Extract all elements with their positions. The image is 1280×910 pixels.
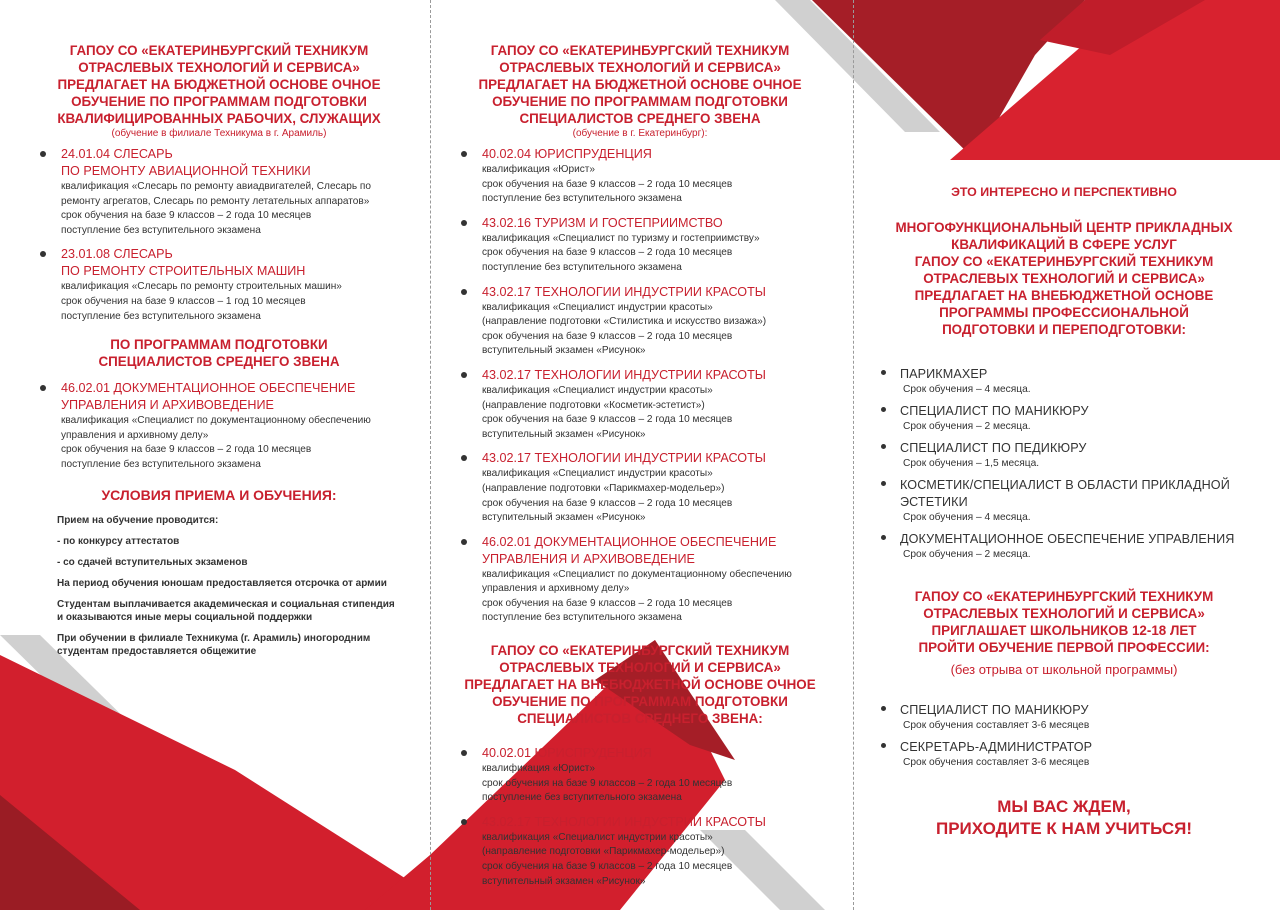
program-item: [459, 215, 821, 276]
course-title: ДОКУМЕНТАЦИОННОЕ ОБЕСПЕЧЕНИЕ УПРАВЛЕНИЯ: [900, 532, 1235, 546]
condition-line: и оказываются иные меры социальной поддержки: [57, 611, 313, 623]
program-title: 43.02.17 ТЕХНОЛОГИИ ИНДУСТРИИ КРАСОТЫ: [482, 367, 766, 382]
heading-line: ГАПОУ СО «ЕКАТЕРИНБУРГСКИЙ ТЕХНИКУМ: [490, 43, 790, 58]
heading-line: КВАЛИФИКАЦИЙ В СФЕРЕ УСЛУГ: [951, 237, 1177, 252]
fold-line-left: [430, 0, 431, 910]
bullet-icon: [881, 370, 886, 375]
program-title: 46.02.01 ДОКУМЕНТАЦИОННОЕ ОБЕСПЕЧЕНИЕ: [482, 534, 777, 549]
program-detail: поступление без вступительного экзамена: [482, 792, 682, 804]
program-title: 43.02.17 ТЕХНОЛОГИИ ИНДУСТРИИ КРАСОТЫ: [482, 284, 766, 299]
heading-line: ПРЕДЛАГАЕТ НА БЮДЖЕТНОЙ ОСНОВЕ ОЧНОЕ: [478, 77, 802, 92]
bullet-icon: [461, 455, 467, 461]
program-detail: ремонту агрегатов, Слесарь по ремонту летательных аппаратов»: [61, 195, 370, 207]
heading-line: ПО ПРОГРАММАМ ПОДГОТОВКИ: [110, 337, 328, 353]
heading-line: ОТРАСЛЕВЫХ ТЕХНОЛОГИЙ И СЕРВИСА»: [923, 271, 1205, 286]
program-detail: квалификация «Юрист»: [482, 164, 596, 175]
program-detail: вступительный экзамен «Рисунок»: [482, 512, 646, 524]
program-detail: квалификация «Специалист по туризму и гостеприимству»: [482, 232, 760, 244]
program-item: [459, 284, 821, 359]
program-detail: (направление подготовки «Парикмахер-модельер»): [482, 846, 725, 858]
heading-line: ПРОЙТИ ОБУЧЕНИЕ ПЕРВОЙ ПРОФЕССИИ:: [918, 640, 1210, 655]
program-title: ПО РЕМОНТУ СТРОИТЕЛЬНЫХ МАШИН: [61, 264, 306, 279]
program-detail: квалификация «Слесарь по ремонту авиадвигателей, Слесарь по: [61, 181, 371, 192]
heading-line: ПОДГОТОВКИ И ПЕРЕПОДГОТОВКИ:: [942, 322, 1186, 337]
school-programs-list: [878, 702, 1250, 770]
bullet-icon: [461, 151, 467, 157]
budget-workers-heading: [38, 42, 400, 127]
bullet-icon: [40, 151, 46, 157]
course-item: [878, 477, 1250, 525]
program-detail: поступление без вступительного экзамена: [61, 458, 261, 470]
program-detail: срок обучения на базе 9 классов – 2 года 10 месяцев: [61, 210, 312, 222]
condition-line: При обучении в филиале Техникума (г. Арамиль) иногородним: [57, 632, 371, 644]
course-title: ПАРИКМАХЕР: [900, 367, 988, 381]
program-detail: срок обучения на базе 9 классов – 2 года 10 месяцев: [482, 414, 733, 426]
worker-programs-list: [38, 146, 400, 324]
program-title: 43.02.16 ТУРИЗМ И ГОСТЕПРИИМСТВО: [482, 215, 723, 230]
condition-line: Студентам выплачивается академическая и социальная стипендия: [57, 598, 395, 610]
course-title: СПЕЦИАЛИСТ ПО МАНИКЮРУ: [900, 703, 1089, 717]
course-item: [878, 702, 1250, 733]
course-duration: Срок обучения – 2 месяца.: [903, 549, 1031, 560]
course-duration: Срок обучения составляет 3-6 месяцев: [903, 757, 1090, 768]
bullet-icon: [40, 385, 46, 391]
condition-line: Прием на обучение проводится:: [57, 514, 219, 526]
condition-line: - со сдачей вступительных экзаменов: [57, 556, 248, 568]
heading-line: СПЕЦИАЛИСТОВ СРЕДНЕГО ЗВЕНА: [98, 354, 340, 370]
program-detail: вступительный экзамен «Рисунок»: [482, 345, 646, 357]
condition-item: [57, 598, 400, 624]
condition-line: На период обучения юношам предоставляется отсрочка от армии: [57, 577, 387, 589]
course-item: [878, 440, 1250, 471]
mid-level-heading: [38, 336, 400, 370]
program-detail: квалификация «Специалист индустрии красоты»: [482, 384, 713, 396]
program-detail: квалификация «Слесарь по ремонту строительных машин»: [61, 281, 342, 293]
panel-middle: [459, 42, 821, 897]
conditions-list: [38, 514, 400, 658]
program-detail: срок обучения на базе 9 классов – 2 года 10 месяцев: [482, 861, 733, 873]
program-item: [459, 534, 821, 626]
heading-line: ПРЕДЛАГАЕТ НА ВНЕБЮДЖЕТНОЙ ОСНОВЕ ОЧНОЕ: [464, 677, 816, 693]
heading-line: ПРЕДЛАГАЕТ НА ВНЕБЮДЖЕТНОЙ ОСНОВЕ: [914, 288, 1214, 303]
program-detail: управления и архивному делу»: [61, 429, 209, 441]
condition-line: студентам предоставляется общежитие: [57, 645, 257, 657]
course-duration: Срок обучения – 1,5 месяца.: [903, 458, 1040, 469]
program-detail: квалификация «Специалист по документационному обеспечению: [61, 415, 371, 427]
course-title: СПЕЦИАЛИСТ ПО ПЕДИКЮРУ: [900, 441, 1087, 455]
program-detail: квалификация «Юрист»: [482, 763, 596, 775]
heading-line: ГАПОУ СО «ЕКАТЕРИНБУРГСКИЙ ТЕХНИКУМ: [914, 254, 1214, 269]
bullet-icon: [881, 743, 886, 748]
bullet-icon: [881, 407, 886, 412]
program-detail: срок обучения на базе 9 классов – 1 год 10 месяцев: [61, 295, 306, 307]
heading-line: СПЕЦИАЛИСТОВ СРЕДНЕГО ЗВЕНА:: [517, 711, 763, 727]
condition-line: - по конкурсу аттестатов: [57, 535, 180, 547]
aramil-note: (обучение в филиале Техникума в г. Арамиль): [111, 128, 327, 139]
program-item: [459, 450, 821, 525]
program-detail: (направление подготовки «Стилистика и искусство визажа»): [482, 316, 767, 328]
course-item: [878, 403, 1250, 434]
condition-item: [57, 514, 400, 527]
program-detail: вступительный экзамен «Рисунок»: [482, 875, 646, 887]
program-detail: поступление без вступительного экзамена: [61, 310, 261, 322]
program-item: [38, 380, 400, 472]
course-item: [878, 739, 1250, 770]
heading-line: ОБУЧЕНИЕ ПО ПРОГРАММАМ ПОДГОТОВКИ: [492, 94, 788, 109]
program-detail: квалификация «Специалист индустрии красоты»: [482, 468, 713, 480]
program-detail: срок обучения на базе 9 классов – 2 года 10 месяцев: [482, 777, 733, 789]
program-detail: поступление без вступительного экзамена: [482, 612, 682, 624]
program-detail: квалификация «Специалист индустрии красоты»: [482, 831, 713, 843]
panel-right: [878, 184, 1250, 840]
program-detail: (направление подготовки «Косметик-эстетист»): [482, 399, 705, 411]
program-title: 40.02.01 ЮРИСПРУДЕНЦИЯ: [482, 746, 652, 761]
program-title: УПРАВЛЕНИЯ И АРХИВОВЕДЕНИЕ: [61, 398, 274, 413]
budget-specialists-heading: [459, 42, 821, 127]
bullet-icon: [881, 481, 886, 486]
course-duration: Срок обучения – 2 месяца.: [903, 421, 1031, 432]
heading-line: МНОГОФУНКЦИОНАЛЬНЫЙ ЦЕНТР ПРИКЛАДНЫХ: [895, 220, 1233, 235]
intro-heading: ЭТО ИНТЕРЕСНО И ПЕРСПЕКТИВНО: [951, 185, 1177, 199]
course-title: СПЕЦИАЛИСТ ПО МАНИКЮРУ: [900, 404, 1089, 418]
program-item: [459, 745, 821, 806]
program-detail: срок обучения на базе 9 классов – 2 года 10 месяцев: [482, 597, 733, 609]
program-title: 46.02.01 ДОКУМЕНТАЦИОННОЕ ОБЕСПЕЧЕНИЕ: [61, 381, 356, 396]
program-detail: срок обучения на базе 9 классов – 2 года 10 месяцев: [482, 497, 733, 509]
program-detail: поступление без вступительного экзамена: [61, 224, 261, 236]
bullet-icon: [461, 819, 467, 825]
heading-line: КВАЛИФИЦИРОВАННЫХ РАБОЧИХ, СЛУЖАЩИХ: [57, 111, 381, 126]
program-detail: срок обучения на базе 9 классов – 2 года 10 месяцев: [482, 178, 733, 190]
program-title: 40.02.04 ЮРИСПРУДЕНЦИЯ: [482, 147, 652, 161]
program-item: [459, 367, 821, 442]
course-item: [878, 366, 1250, 397]
program-detail: (направление подготовки «Парикмахер-модельер»): [482, 482, 725, 494]
condition-item: [57, 556, 400, 569]
panel-left: [38, 42, 400, 666]
course-title: СЕКРЕТАРЬ-АДМИНИСТРАТОР: [900, 740, 1093, 754]
condition-item: [57, 632, 400, 658]
fold-line-right: [853, 0, 854, 910]
closing-line: ПРИХОДИТЕ К НАМ УЧИТЬСЯ!: [935, 819, 1193, 838]
heading-line: ГАПОУ СО «ЕКАТЕРИНБУРГСКИЙ ТЕХНИКУМ: [69, 43, 369, 58]
bullet-icon: [461, 372, 467, 378]
program-title: 23.01.08 СЛЕСАРЬ: [61, 247, 173, 262]
heading-line: СПЕЦИАЛИСТОВ СРЕДНЕГО ЗВЕНА: [519, 111, 761, 126]
bullet-icon: [461, 539, 467, 545]
course-item: [878, 531, 1250, 562]
paid-programs-list: [459, 745, 821, 889]
paid-specialists-heading: [459, 642, 821, 727]
course-duration: Срок обучения – 4 месяца.: [903, 384, 1031, 395]
heading-line: ПРИГЛАШАЕТ ШКОЛЬНИКОВ 12-18 ЛЕТ: [931, 623, 1197, 638]
program-detail: вступительный экзамен «Рисунок»: [482, 428, 646, 440]
condition-item: [57, 577, 400, 590]
closing-invitation: [878, 796, 1250, 840]
program-detail: поступление без вступительного экзамена: [482, 193, 682, 205]
heading-line: ПРОГРАММЫ ПРОФЕССИОНАЛЬНОЙ: [939, 305, 1189, 320]
program-title: ПО РЕМОНТУ АВИАЦИОННОЙ ТЕХНИКИ: [61, 164, 311, 178]
course-title: КОСМЕТИК/СПЕЦИАЛИСТ В ОБЛАСТИ ПРИКЛАДНОЙ: [900, 478, 1230, 492]
bullet-icon: [881, 535, 886, 540]
heading-line: ОТРАСЛЕВЫХ ТЕХНОЛОГИЙ И СЕРВИСА»: [499, 660, 781, 676]
program-title: 43.02.17 ТЕХНОЛОГИИ ИНДУСТРИИ КРАСОТЫ: [482, 451, 766, 466]
bullet-icon: [40, 251, 46, 257]
center-heading: [878, 219, 1250, 338]
bullet-icon: [881, 706, 886, 711]
program-title: 43.02.17 ТЕХНОЛОГИИ ИНДУСТРИИ КРАСОТЫ: [482, 814, 766, 829]
bullet-icon: [461, 220, 467, 226]
program-title: УПРАВЛЕНИЯ И АРХИВОВЕДЕНИЕ: [482, 551, 695, 566]
program-item: [38, 246, 400, 324]
condition-item: [57, 535, 400, 548]
bullet-icon: [881, 444, 886, 449]
heading-line: ПРЕДЛАГАЕТ НА БЮДЖЕТНОЙ ОСНОВЕ ОЧНОЕ: [57, 77, 381, 92]
heading-line: ГАПОУ СО «ЕКАТЕРИНБУРГСКИЙ ТЕХНИКУМ: [490, 643, 790, 659]
heading-line: ОБУЧЕНИЕ ПО ПРОГРАММАМ ПОДГОТОВКИ: [71, 94, 367, 109]
program-detail: управления и архивному делу»: [482, 583, 630, 595]
program-detail: срок обучения на базе 9 классов – 2 года 10 месяцев: [482, 247, 733, 259]
heading-line: ГАПОУ СО «ЕКАТЕРИНБУРГСКИЙ ТЕХНИКУМ: [914, 589, 1214, 604]
program-detail: квалификация «Специалист индустрии красоты»: [482, 301, 713, 313]
program-detail: квалификация «Специалист по документационному обеспечению: [482, 568, 792, 580]
without-school-break-note: (без отрыва от школьной программы): [950, 662, 1178, 677]
schoolchildren-heading: [878, 588, 1250, 656]
course-title: ЭСТЕТИКИ: [900, 495, 968, 509]
heading-line: ОТРАСЛЕВЫХ ТЕХНОЛОГИЙ И СЕРВИСА»: [499, 60, 781, 75]
program-item: [38, 146, 400, 238]
specialist-programs-list: [459, 146, 821, 626]
course-duration: Срок обучения – 4 месяца.: [903, 512, 1031, 523]
center-programs-list: [878, 366, 1250, 562]
program-title: 24.01.04 СЛЕСАРЬ: [61, 147, 173, 161]
ekaterinburg-note: (обучение в г. Екатеринбург):: [572, 128, 708, 139]
program-item: [459, 146, 821, 207]
program-detail: поступление без вступительного экзамена: [482, 261, 682, 273]
program-detail: срок обучения на базе 9 классов – 2 года 10 месяцев: [61, 444, 312, 456]
closing-line: МЫ ВАС ЖДЕМ,: [997, 797, 1131, 816]
course-duration: Срок обучения составляет 3-6 месяцев: [903, 720, 1090, 731]
program-item: [459, 814, 821, 889]
program-detail: срок обучения на базе 9 классов – 2 года 10 месяцев: [482, 330, 733, 342]
heading-line: ОТРАСЛЕВЫХ ТЕХНОЛОГИЙ И СЕРВИСА»: [78, 60, 360, 75]
bullet-icon: [461, 289, 467, 295]
bullet-icon: [461, 750, 467, 756]
conditions-heading: УСЛОВИЯ ПРИЕМА И ОБУЧЕНИЯ:: [101, 486, 337, 503]
heading-line: ОТРАСЛЕВЫХ ТЕХНОЛОГИЙ И СЕРВИСА»: [923, 606, 1205, 621]
heading-line: ОБУЧЕНИЕ ПО ПРОГРАММАМ ПОДГОТОВКИ: [492, 694, 788, 710]
mid-level-programs-list: [38, 380, 400, 472]
